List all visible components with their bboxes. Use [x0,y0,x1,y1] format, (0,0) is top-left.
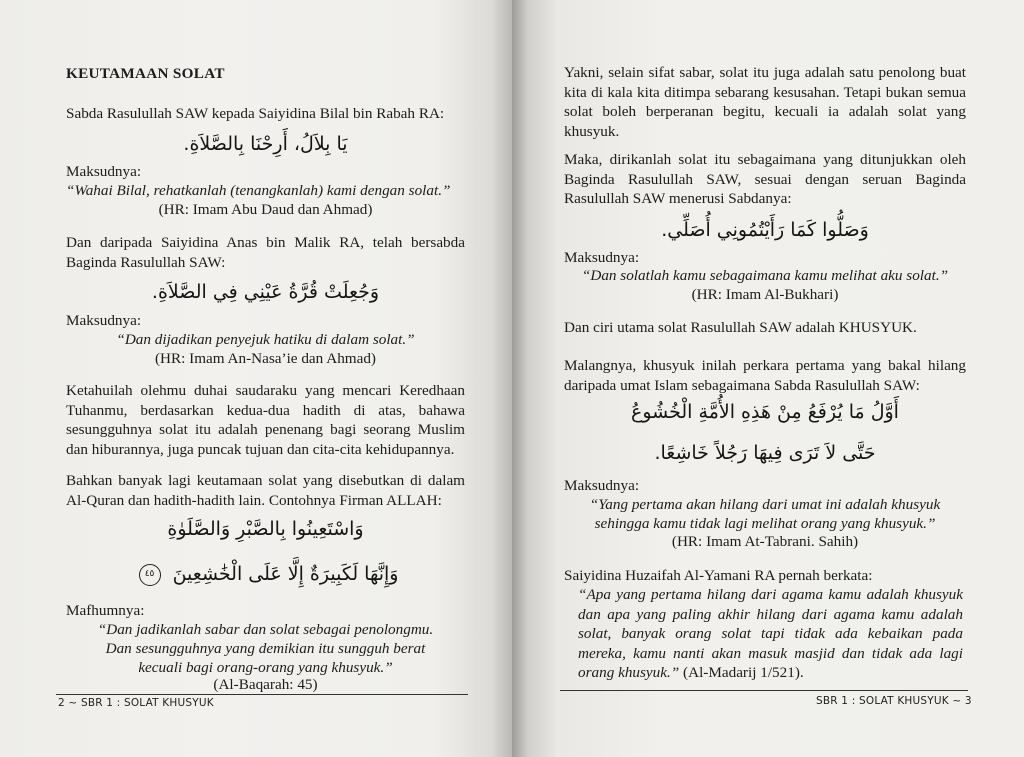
hadith3-arabic: وَصَلُّوا كَمَا رَأَيْتُمُونِي أُصَلِّي. [661,219,869,241]
right-page [512,0,1024,757]
hadith2-maksud-label: Maksudnya: [66,312,142,329]
hadith2-arabic: وَجُعِلَتْ قُرَّةُ عَيْنِي فِي الصَّلاَةِ. [151,281,380,303]
page-footer-left: 2 ~ SBR 1 : SOLAT KHUSYUK [58,697,214,709]
hadith4-translation-line2: sehingga kamu tidak lagi melihat orang yang khusyuk.” [594,515,936,532]
huzaifah-quote [578,585,963,683]
ayah-translation-line2: Dan sesungguhnya yang demikian itu sungguh berat [105,640,426,657]
page-footer-right: SBR 1 : SOLAT KHUSYUK ~ 3 [816,695,972,707]
paragraph-ciri-utama: Dan ciri utama solat Rasulullah SAW adalah KHUSYUK. [564,319,917,336]
paragraph-huzaifah: Saiyidina Huzaifah Al-Yamani RA pernah berkata: [564,567,873,584]
paragraph-maka: Maka, dirikanlah solat itu sebagaimana yang ditunjukkan oleh Baginda Rasulullah SAW, sesuai dengan seruan Baginda Rasulullah SAW menerusi Sabdanya: [564,151,966,208]
hadith4-arabic-line2: حَتَّى لاَ تَرَى فِيهَا رَجُلاً خَاشِعًا. [654,442,876,464]
hadith4-translation-line1: “Yang pertama akan hilang dari umat ini adalah khusyuk [589,496,941,513]
ayah-translation-line3: kecuali bagi orang-orang yang khusyuk.” [138,659,393,676]
ayah-number-icon: ٤٥ [139,564,161,586]
ayah-source: (Al-Baqarah: 45) [213,676,318,693]
hadith4-maksud-label: Maksudnya: [564,477,640,494]
hadith2-intro: Dan daripada Saiyidina Anas bin Malik RA, telah bersabda Baginda Rasulullah SAW: [66,234,465,271]
section-heading: KEUTAMAAN SOLAT [66,65,225,82]
ayah-arabic-line1: وَاسْتَعِينُوا بِالصَّبْرِ وَالصَّلَوٰةِ [167,518,364,540]
hadith1-source: (HR: Imam Abu Daud dan Ahmad) [158,201,373,218]
hadith3-translation: “Dan solatlah kamu sebagaimana kamu melihat aku solat.” [581,267,949,284]
hadith2-translation: “Dan dijadikan penyejuk hatiku di dalam solat.” [116,331,415,348]
hadith2-source: (HR: Imam An-Nasa’ie dan Ahmad) [154,350,376,367]
footer-rule-left [56,694,468,695]
hadith1-intro: Sabda Rasulullah SAW kepada Saiyidina Bilal bin Rabah RA: [66,105,445,122]
huzaifah-quote-text: “Apa yang pertama hilang dari agama kamu adalah khusyuk dan apa yang paling akhir hilang dari agama kamu adalah solat, banyak orang solat tapi tidak ada kebaikan pada mereka, kamu nanti akan masuk masjid dan tidak ada lagi orang khusyuk.” [578,586,963,682]
mafhum-label: Mafhumnya: [66,602,145,619]
footer-rule-right [560,690,968,691]
hadith1-translation: “Wahai Bilal, rehatkanlah (tenangkanlah) kami dengan solat.” [66,182,451,199]
hadith3-source: (HR: Imam Al-Bukhari) [691,286,839,303]
hadith1-maksud-label: Maksudnya: [66,163,142,180]
paragraph-yakni: Yakni, selain sifat sabar, solat itu juga adalah satu penolong buat kita di kala kita ditimpa sebarang kesusahan. Tetapi bukan semua solat boleh berperanan begitu, kecuali ia adalah solat yang khusyuk. [564,64,966,140]
paragraph-bahkan: Bahkan banyak lagi keutamaan solat yang disebutkan di dalam Al-Quran dan hadith-hadith lain. Contohnya Firman ALLAH: [66,472,465,509]
hadith1-arabic: يَا بِلاَلُ، أَرِحْنَا بِالصَّلاَةِ. [183,133,348,155]
paragraph-ketahuilah: Ketahuilah olehmu duhai saudaraku yang mencari Keredhaan Tuhanmu, berdasarkan kedua-dua hadith di atas, bahawa sesungguhnya solat itu adalah penenang bagi seorang Muslim dan hiburannya, juga puncak tujuan dan cita-cita kehidupannya. [66,382,465,458]
ayah-arabic-line2: وَإِنَّهَا لَكَبِيرَةٌ إِلَّا عَلَى الْخَٰشِعِينَ [172,563,399,585]
huzaifah-quote-source: (Al-Madarij 1/521). [679,664,804,682]
paragraph-malangnya: Malangnya, khusyuk inilah perkara pertama yang bakal hilang daripada umat Islam sebagaimana Sabda Rasulullah SAW: [564,357,966,394]
ayah-arabic-line2-row [66,560,465,588]
ayah-translation-line1: “Dan jadikanlah sabar dan solat sebagai penolongmu. [97,621,434,638]
hadith3-maksud-label: Maksudnya: [564,249,640,266]
hadith4-source: (HR: Imam At-Tabrani. Sahih) [671,533,859,550]
hadith4-arabic-line1: أَوَّلُ مَا يُرْفَعُ مِنْ هَذِهِ الأُمَّةِ الْخُشُوعُ [631,401,899,423]
